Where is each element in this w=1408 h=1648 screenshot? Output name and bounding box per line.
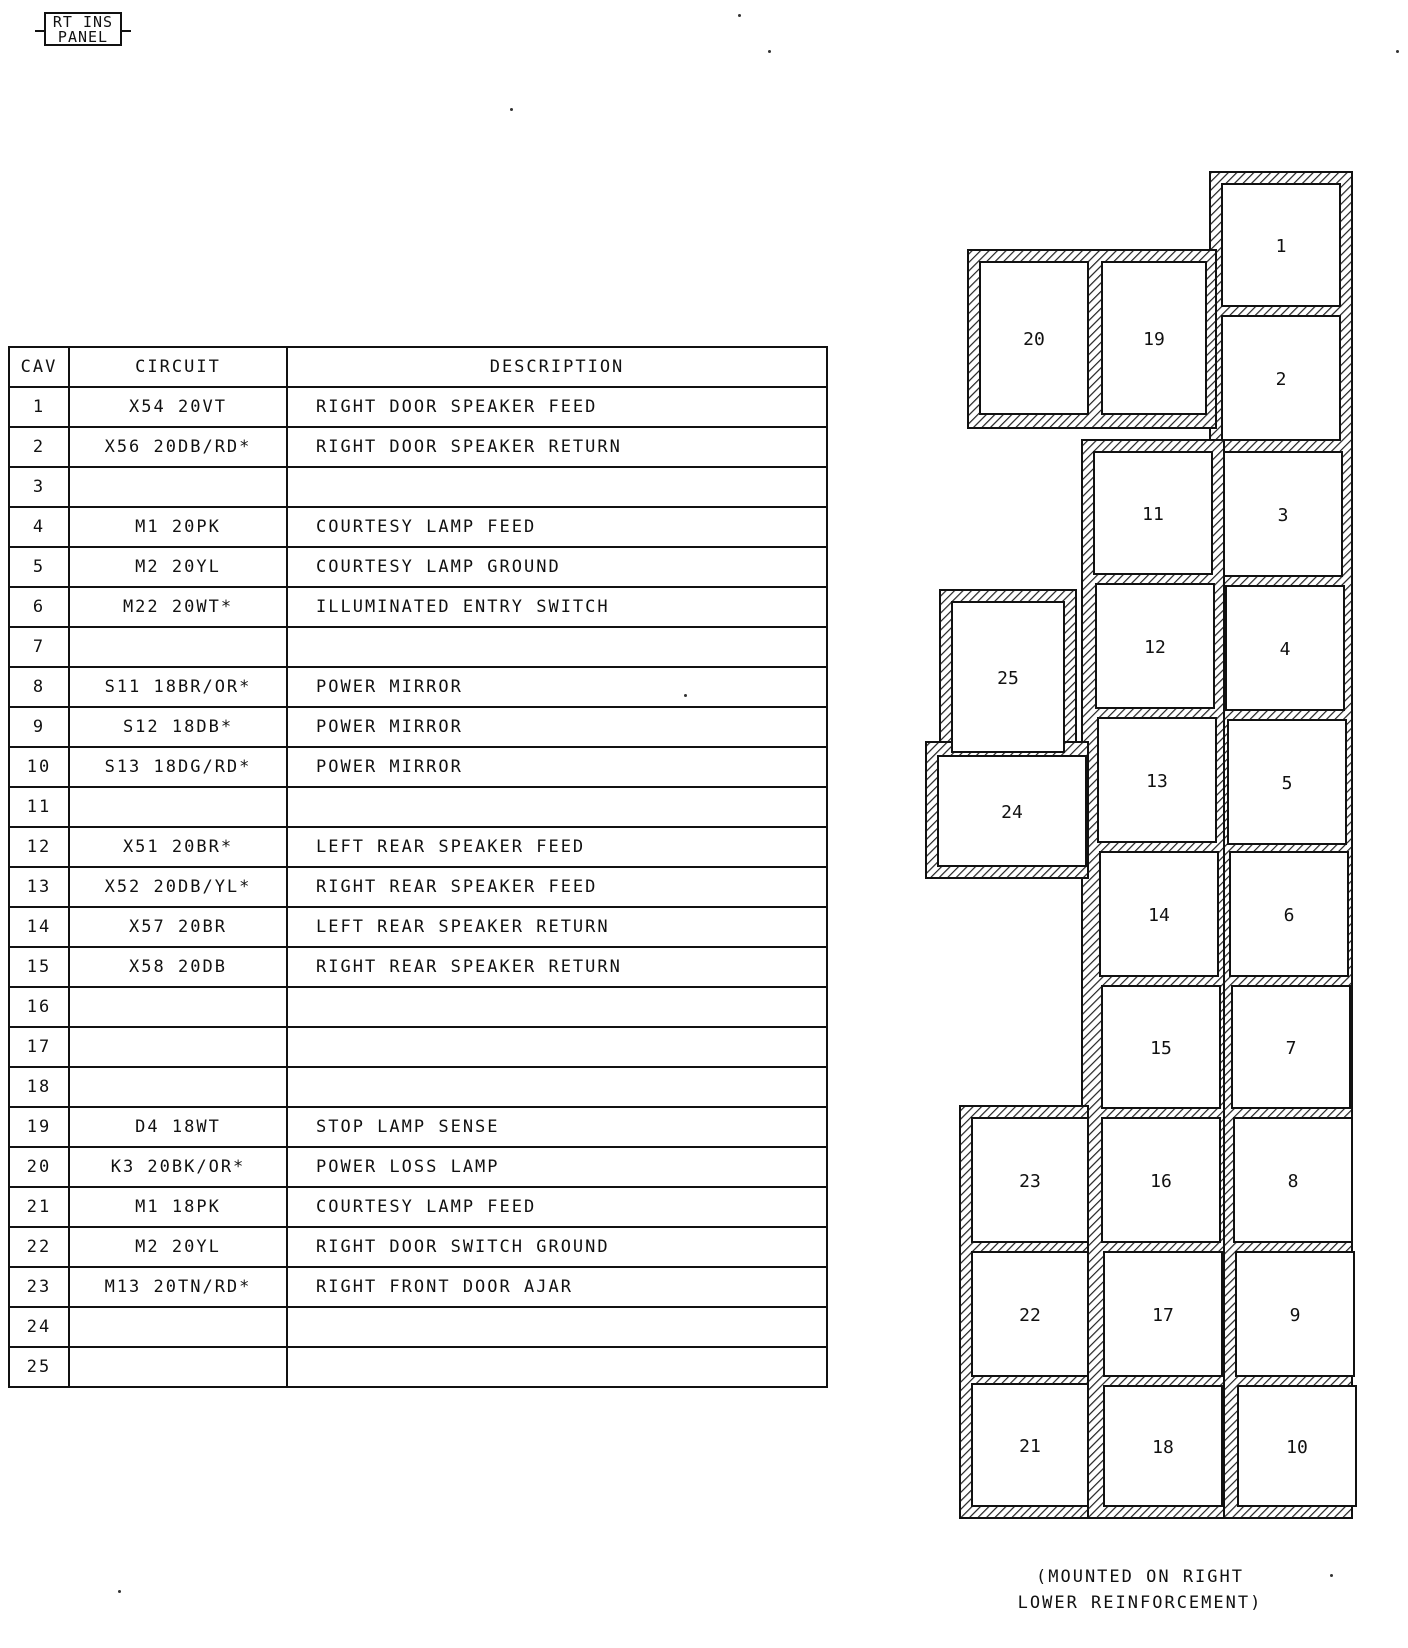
cavity-label: 22 bbox=[1019, 1305, 1041, 1326]
description-cell: RIGHT REAR SPEAKER RETURN bbox=[287, 947, 827, 987]
cavity-16 bbox=[1102, 1118, 1220, 1242]
circuit-cell: K3 20BK/OR* bbox=[69, 1147, 287, 1187]
scan-speck bbox=[118, 1590, 121, 1593]
cavity-label: 4 bbox=[1279, 639, 1291, 660]
cav-cell: 21 bbox=[9, 1187, 69, 1227]
cavity-15 bbox=[1102, 986, 1220, 1108]
cav-cell: 9 bbox=[9, 707, 69, 747]
cavity-label: 24 bbox=[1001, 802, 1023, 823]
circuit-cell: X58 20DB bbox=[69, 947, 287, 987]
circuit-cell: S13 18DG/RD* bbox=[69, 747, 287, 787]
cavity-18 bbox=[1104, 1386, 1222, 1506]
scan-speck bbox=[768, 50, 771, 53]
tag-line-1: RT INS bbox=[52, 13, 114, 31]
cavity-label: 9 bbox=[1289, 1305, 1301, 1326]
cav-cell: 4 bbox=[9, 507, 69, 547]
cav-cell: 10 bbox=[9, 747, 69, 787]
scan-speck bbox=[1396, 50, 1399, 53]
cav-cell: 14 bbox=[9, 907, 69, 947]
cav-cell: 20 bbox=[9, 1147, 69, 1187]
circuit-cell: D4 18WT bbox=[69, 1107, 287, 1147]
description-cell: RIGHT FRONT DOOR AJAR bbox=[287, 1267, 827, 1307]
mounting-caption bbox=[1010, 1564, 1270, 1616]
description-cell: POWER MIRROR bbox=[287, 747, 827, 787]
cav-cell: 3 bbox=[9, 467, 69, 507]
circuit-cell: M1 20PK bbox=[69, 507, 287, 547]
cav-cell: 22 bbox=[9, 1227, 69, 1267]
cavity-label: 2 bbox=[1275, 369, 1287, 390]
cavity-4 bbox=[1226, 586, 1344, 710]
description-cell: LEFT REAR SPEAKER FEED bbox=[287, 827, 827, 867]
circuit-cell: X56 20DB/RD* bbox=[69, 427, 287, 467]
cav-cell: 11 bbox=[9, 787, 69, 827]
circuit-cell: S11 18BR/OR* bbox=[69, 667, 287, 707]
header-cav: CAV bbox=[9, 347, 69, 387]
cavity-label: 5 bbox=[1281, 773, 1293, 794]
caption-line-2: LOWER REINFORCEMENT) bbox=[1017, 1593, 1263, 1613]
cav-cell: 8 bbox=[9, 667, 69, 707]
cavity-label: 16 bbox=[1150, 1171, 1172, 1192]
cavity-label: 14 bbox=[1148, 905, 1170, 926]
cavity-label: 7 bbox=[1285, 1038, 1297, 1059]
cavity-label: 8 bbox=[1287, 1171, 1299, 1192]
circuit-cell: M2 20YL bbox=[69, 547, 287, 587]
description-cell: STOP LAMP SENSE bbox=[287, 1107, 827, 1147]
cavity-19 bbox=[1102, 262, 1206, 414]
cavity-label: 11 bbox=[1142, 504, 1164, 525]
header-description: DESCRIPTION bbox=[287, 347, 827, 387]
cav-cell: 19 bbox=[9, 1107, 69, 1147]
cavity-24 bbox=[938, 756, 1086, 866]
cav-cell: 2 bbox=[9, 427, 69, 467]
cavity-25 bbox=[952, 602, 1064, 752]
cav-cell: 18 bbox=[9, 1067, 69, 1107]
description-cell: COURTESY LAMP GROUND bbox=[287, 547, 827, 587]
cavity-label: 23 bbox=[1019, 1171, 1041, 1192]
circuit-cell: X54 20VT bbox=[69, 387, 287, 427]
description-cell: POWER MIRROR bbox=[287, 667, 827, 707]
cavity-label: 6 bbox=[1283, 905, 1295, 926]
cavity-11 bbox=[1094, 452, 1212, 574]
cavity-22 bbox=[972, 1252, 1088, 1376]
description-cell: RIGHT DOOR SWITCH GROUND bbox=[287, 1227, 827, 1267]
cavity-14 bbox=[1100, 852, 1218, 976]
cavity-label: 19 bbox=[1143, 329, 1165, 350]
scan-speck bbox=[738, 14, 741, 17]
cav-cell: 6 bbox=[9, 587, 69, 627]
description-cell: RIGHT DOOR SPEAKER FEED bbox=[287, 387, 827, 427]
scan-speck bbox=[1330, 1574, 1333, 1577]
caption-line-1: (MOUNTED ON RIGHT bbox=[1036, 1567, 1244, 1587]
cav-cell: 15 bbox=[9, 947, 69, 987]
description-cell: ILLUMINATED ENTRY SWITCH bbox=[287, 587, 827, 627]
cavity-label: 1 bbox=[1275, 236, 1287, 257]
cavity-21 bbox=[972, 1384, 1088, 1506]
cav-cell: 17 bbox=[9, 1027, 69, 1067]
cavity-5 bbox=[1228, 720, 1346, 844]
cavity-20 bbox=[980, 262, 1088, 414]
circuit-cell: M22 20WT* bbox=[69, 587, 287, 627]
cavity-2 bbox=[1222, 316, 1340, 440]
tag-line-2: PANEL bbox=[57, 28, 109, 46]
cavity-label: 25 bbox=[997, 668, 1019, 689]
cav-cell: 13 bbox=[9, 867, 69, 907]
cavity-label: 12 bbox=[1144, 637, 1166, 658]
cav-cell: 16 bbox=[9, 987, 69, 1027]
cavity-23 bbox=[972, 1118, 1088, 1242]
scan-speck bbox=[510, 108, 513, 111]
cavity-13 bbox=[1098, 718, 1216, 842]
cav-cell: 24 bbox=[9, 1307, 69, 1347]
description-cell: RIGHT REAR SPEAKER FEED bbox=[287, 867, 827, 907]
cavity-label: 15 bbox=[1150, 1038, 1172, 1059]
cav-cell: 23 bbox=[9, 1267, 69, 1307]
cavity-6 bbox=[1230, 852, 1348, 976]
description-cell: RIGHT DOOR SPEAKER RETURN bbox=[287, 427, 827, 467]
description-cell: LEFT REAR SPEAKER RETURN bbox=[287, 907, 827, 947]
circuit-cell: X52 20DB/YL* bbox=[69, 867, 287, 907]
description-cell: COURTESY LAMP FEED bbox=[287, 1187, 827, 1227]
scan-speck bbox=[684, 694, 687, 697]
circuit-cell: X51 20BR* bbox=[69, 827, 287, 867]
cavity-label: 3 bbox=[1277, 505, 1289, 526]
cavity-12 bbox=[1096, 584, 1214, 708]
cavity-label: 13 bbox=[1146, 771, 1168, 792]
cavity-label: 20 bbox=[1023, 329, 1045, 350]
header-circuit: CIRCUIT bbox=[69, 347, 287, 387]
cavity-1 bbox=[1222, 184, 1340, 306]
cav-cell: 5 bbox=[9, 547, 69, 587]
cavity-7 bbox=[1232, 986, 1350, 1108]
cavity-label: 17 bbox=[1152, 1305, 1174, 1326]
circuit-cell: M2 20YL bbox=[69, 1227, 287, 1267]
cavity-label: 10 bbox=[1286, 1437, 1308, 1458]
cavity-label: 21 bbox=[1019, 1436, 1041, 1457]
description-cell: POWER MIRROR bbox=[287, 707, 827, 747]
cavity-8 bbox=[1234, 1118, 1352, 1242]
circuit-cell: X57 20BR bbox=[69, 907, 287, 947]
cav-cell: 12 bbox=[9, 827, 69, 867]
description-cell: POWER LOSS LAMP bbox=[287, 1147, 827, 1187]
cavity-10 bbox=[1238, 1386, 1356, 1506]
circuit-cell: S12 18DB* bbox=[69, 707, 287, 747]
cavity-3 bbox=[1224, 452, 1342, 576]
cavity-9 bbox=[1236, 1252, 1354, 1376]
cav-cell: 25 bbox=[9, 1347, 69, 1387]
cavity-label: 18 bbox=[1152, 1437, 1174, 1458]
cav-cell: 1 bbox=[9, 387, 69, 427]
description-cell: COURTESY LAMP FEED bbox=[287, 507, 827, 547]
circuit-cell: M13 20TN/RD* bbox=[69, 1267, 287, 1307]
cavity-17 bbox=[1104, 1252, 1222, 1376]
cav-cell: 7 bbox=[9, 627, 69, 667]
circuit-cell: M1 18PK bbox=[69, 1187, 287, 1227]
